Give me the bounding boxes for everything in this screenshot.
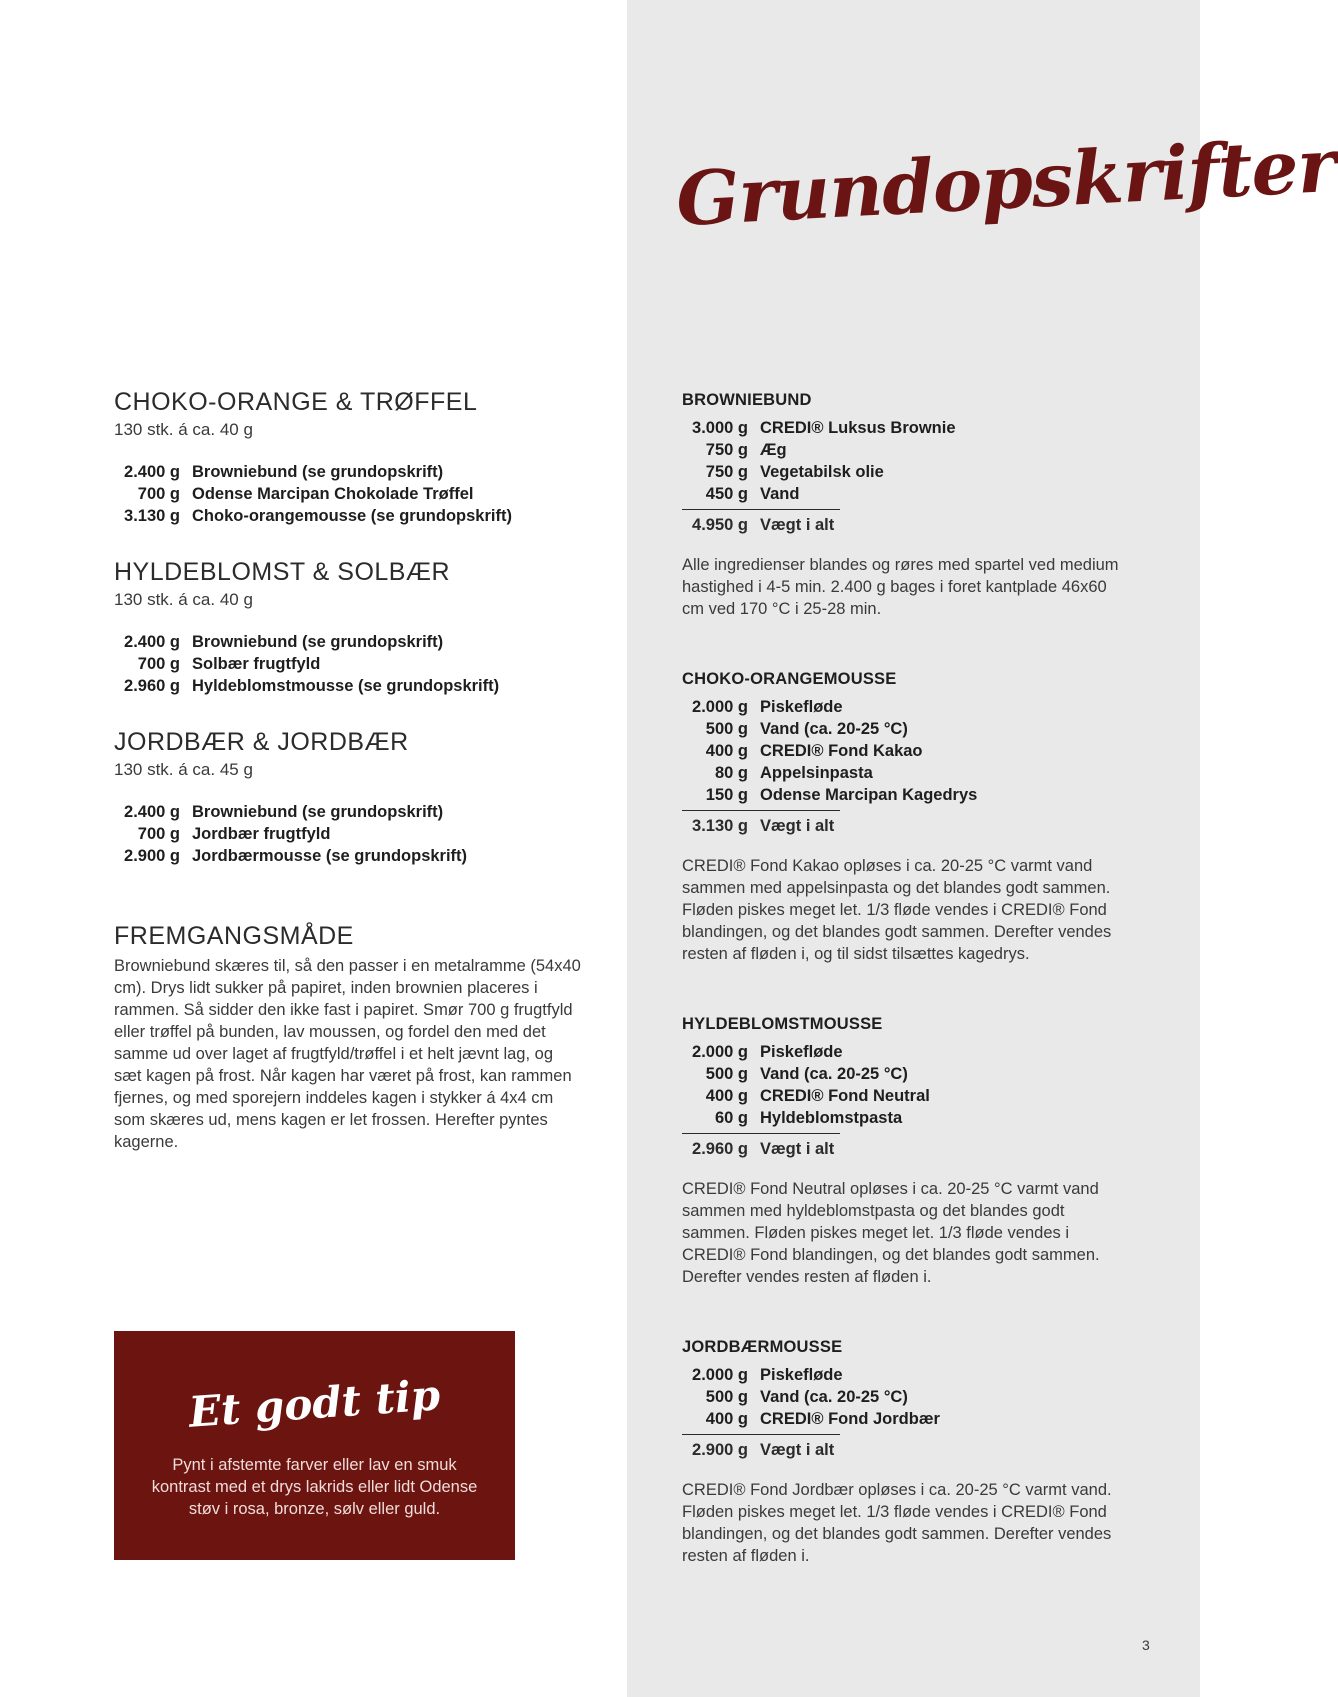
ingredient-row [682, 417, 1142, 439]
ingredient-name: Piskefløde [760, 698, 843, 716]
page-number: 3 [1142, 1637, 1150, 1653]
ingredient-name: Odense Marcipan Kagedrys [760, 786, 978, 804]
ingredient-qty: 2.000 g [692, 1043, 748, 1061]
ingredient-row [682, 762, 1142, 784]
ingredient-qty: 400 g [705, 1410, 748, 1428]
base-recipe-hyldeblomstmousse [682, 1013, 1142, 1288]
ingredient-qty: 2.960 g [124, 677, 180, 695]
ingredient-qty: 2.400 g [124, 633, 180, 651]
ingredient-name: Vegetabilsk olie [760, 463, 884, 481]
ingredient-qty: 750 g [705, 441, 748, 459]
base-recipe-description: CREDI® Fond Neutral opløses i ca. 20-25 °C varmt vand sammen med hyldeblomstpasta og det blandes godt sammen. Fløden piskes meget let. 1/3 fløde vendes i CREDI® Fond blandingen, og det blandes godt sammen. Derefter vendes resten af fløden i. [682, 1180, 1100, 1286]
ingredient-row [682, 483, 1142, 505]
ingredient-qty: 700 g [137, 825, 180, 843]
ingredient-name: Vand (ca. 20-25 °C) [760, 1388, 908, 1406]
method-title: FREMGANGSMÅDE [114, 922, 354, 950]
ingredient-qty: 3.130 g [124, 507, 180, 525]
ingredient-name: Jordbær frugtfyld [192, 825, 331, 843]
ingredient-qty: 400 g [705, 1087, 748, 1105]
ingredient-qty: 2.000 g [692, 1366, 748, 1384]
ingredient-row [682, 1364, 1142, 1386]
ingredient-name: Æg [760, 441, 787, 459]
recipe-yield: 130 stk. á ca. 40 g [114, 420, 253, 439]
total-label: Vægt i alt [760, 1140, 835, 1158]
ingredient-row [682, 1107, 1142, 1129]
ingredient-row [682, 1386, 1142, 1408]
ingredient-name: Odense Marcipan Chokolade Trøffel [192, 485, 474, 503]
ingredient-row [114, 461, 584, 483]
ingredient-row [114, 801, 584, 823]
recipe-choko-orange [114, 387, 584, 527]
total-row [682, 1434, 840, 1461]
ingredient-name: Jordbærmousse (se grundopskrift) [192, 847, 468, 865]
ingredient-list [114, 631, 584, 697]
method-section [114, 921, 584, 1153]
ingredient-list [114, 801, 584, 867]
ingredient-row [114, 653, 584, 675]
total-qty: 2.960 g [692, 1140, 748, 1158]
total-label: Vægt i alt [760, 1441, 835, 1459]
tip-text: Pynt i afstemte farver eller lav en smuk kontrast med et drys lakrids eller lidt Odense støv i rosa, bronze, sølv eller guld. [151, 1456, 478, 1518]
total-qty: 4.950 g [692, 516, 748, 534]
total-label: Vægt i alt [760, 516, 835, 534]
base-recipe-browniebund [682, 389, 1142, 620]
ingredient-row [682, 718, 1142, 740]
ingredient-name: CREDI® Luksus Brownie [760, 419, 956, 437]
ingredient-row [682, 439, 1142, 461]
tip-title: Et godt tip [187, 1370, 442, 1437]
recipe-title: HYLDEBLOMST & SOLBÆR [114, 558, 451, 586]
base-recipe-title: JORDBÆRMOUSSE [682, 1338, 843, 1356]
tip-box [114, 1331, 515, 1560]
ingredient-name: Vand (ca. 20-25 °C) [760, 1065, 908, 1083]
total-label: Vægt i alt [760, 817, 835, 835]
base-recipe-description: CREDI® Fond Kakao opløses i ca. 20-25 °C varmt vand sammen med appelsinpasta og det blandes godt sammen. Fløden piskes meget let. 1/3 fløde vendes i CREDI® Fond blandingen, og det blandes godt sammen. Derefter vendes resten af fløden i, og til sidst tilsættes kagedrys. [682, 857, 1112, 963]
ingredient-row [682, 1408, 1142, 1430]
page-title: Grundopskrifter [674, 122, 1338, 244]
ingredient-name: Browniebund (se grundopskrift) [192, 463, 444, 481]
ingredient-row [114, 631, 584, 653]
base-recipe-jordbaermousse [682, 1336, 1142, 1567]
ingredient-qty: 3.000 g [692, 419, 748, 437]
ingredient-qty: 2.900 g [124, 847, 180, 865]
ingredient-name: Browniebund (se grundopskrift) [192, 633, 444, 651]
ingredient-qty: 500 g [705, 1065, 748, 1083]
base-recipe-title: BROWNIEBUND [682, 391, 812, 409]
method-text: Browniebund skæres til, så den passer i en metalramme (54x40 cm). Drys lidt sukker på papiret, inden brownien placeres i rammen. Så sidder den ikke fast i papiret. Smør 700 g frugtfyld eller trøffel på bunden, lav moussen, og fordel den med det samme ud over laget af frugtfyld/trøffel i et helt jævnt lag, og sæt kagen på frost. Når kagen har været på frost, kan rammen fjernes, og med sporejern inddeles kagen i stykker á 4x4 cm som skæres ud, mens kagen er let frossen. Herefter pyntes kagerne. [114, 957, 581, 1151]
ingredient-name: Vand (ca. 20-25 °C) [760, 720, 908, 738]
ingredient-row [682, 1041, 1142, 1063]
ingredient-qty: 80 g [714, 764, 748, 782]
ingredient-qty: 700 g [137, 485, 180, 503]
ingredient-row [682, 740, 1142, 762]
recipe-yield: 130 stk. á ca. 40 g [114, 590, 253, 609]
recipe-title: JORDBÆR & JORDBÆR [114, 728, 409, 756]
total-row [682, 810, 840, 837]
left-column [114, 387, 584, 1153]
ingredient-name: CREDI® Fond Kakao [760, 742, 923, 760]
ingredient-list [114, 461, 584, 527]
right-column [682, 389, 1142, 1615]
ingredient-row [114, 483, 584, 505]
ingredient-qty: 750 g [705, 463, 748, 481]
ingredient-row [682, 784, 1142, 806]
recipe-yield: 130 stk. á ca. 45 g [114, 760, 253, 779]
ingredient-qty: 450 g [705, 485, 748, 503]
ingredient-qty: 700 g [137, 655, 180, 673]
ingredient-name: Solbær frugtfyld [192, 655, 321, 673]
ingredient-qty: 500 g [705, 720, 748, 738]
total-row [682, 509, 840, 536]
base-recipe-title: HYLDEBLOMSTMOUSSE [682, 1015, 883, 1033]
ingredient-name: Hyldeblomstpasta [760, 1109, 903, 1127]
ingredient-row [682, 1085, 1142, 1107]
recipe-jordbaer [114, 727, 584, 867]
ingredient-name: CREDI® Fond Jordbær [760, 1410, 940, 1428]
ingredient-name: Browniebund (se grundopskrift) [192, 803, 444, 821]
ingredient-qty: 400 g [705, 742, 748, 760]
ingredient-qty: 2.400 g [124, 803, 180, 821]
total-row [682, 1133, 840, 1160]
total-qty: 3.130 g [692, 817, 748, 835]
ingredient-qty: 60 g [714, 1109, 748, 1127]
ingredient-name: Hyldeblomstmousse (se grundopskrift) [192, 677, 500, 695]
ingredient-name: Piskefløde [760, 1366, 843, 1384]
base-recipe-choko-orangemousse [682, 668, 1142, 965]
ingredient-row [114, 823, 584, 845]
ingredient-row [682, 461, 1142, 483]
ingredient-row [682, 1063, 1142, 1085]
ingredient-name: CREDI® Fond Neutral [760, 1087, 930, 1105]
ingredient-qty: 2.400 g [124, 463, 180, 481]
ingredient-qty: 2.000 g [692, 698, 748, 716]
base-recipe-description: Alle ingredienser blandes og røres med spartel ved medium hastighed i 4-5 min. 2.400 g bages i foret kantplade 46x60 cm ved 170 °C i 25-28 min. [682, 556, 1119, 618]
ingredient-qty: 500 g [705, 1388, 748, 1406]
ingredient-name: Appelsinpasta [760, 764, 873, 782]
recipe-title: CHOKO-ORANGE & TRØFFEL [114, 388, 478, 416]
ingredient-name: Choko-orangemousse (se grundopskrift) [192, 507, 512, 525]
ingredient-name: Piskefløde [760, 1043, 843, 1061]
total-qty: 2.900 g [692, 1441, 748, 1459]
base-recipe-title: CHOKO-ORANGEMOUSSE [682, 670, 897, 688]
ingredient-row [682, 696, 1142, 718]
ingredient-row [114, 505, 584, 527]
base-recipe-description: CREDI® Fond Jordbær opløses i ca. 20-25 °C varmt vand. Fløden piskes meget let. 1/3 fløde vendes i CREDI® Fond blandingen, og det blandes godt sammen. Derefter vendes resten af fløden i. [682, 1481, 1112, 1565]
ingredient-row [114, 675, 584, 697]
recipe-hyldeblomst [114, 557, 584, 697]
ingredient-qty: 150 g [705, 786, 748, 804]
ingredient-name: Vand [760, 485, 800, 503]
ingredient-row [114, 845, 584, 867]
